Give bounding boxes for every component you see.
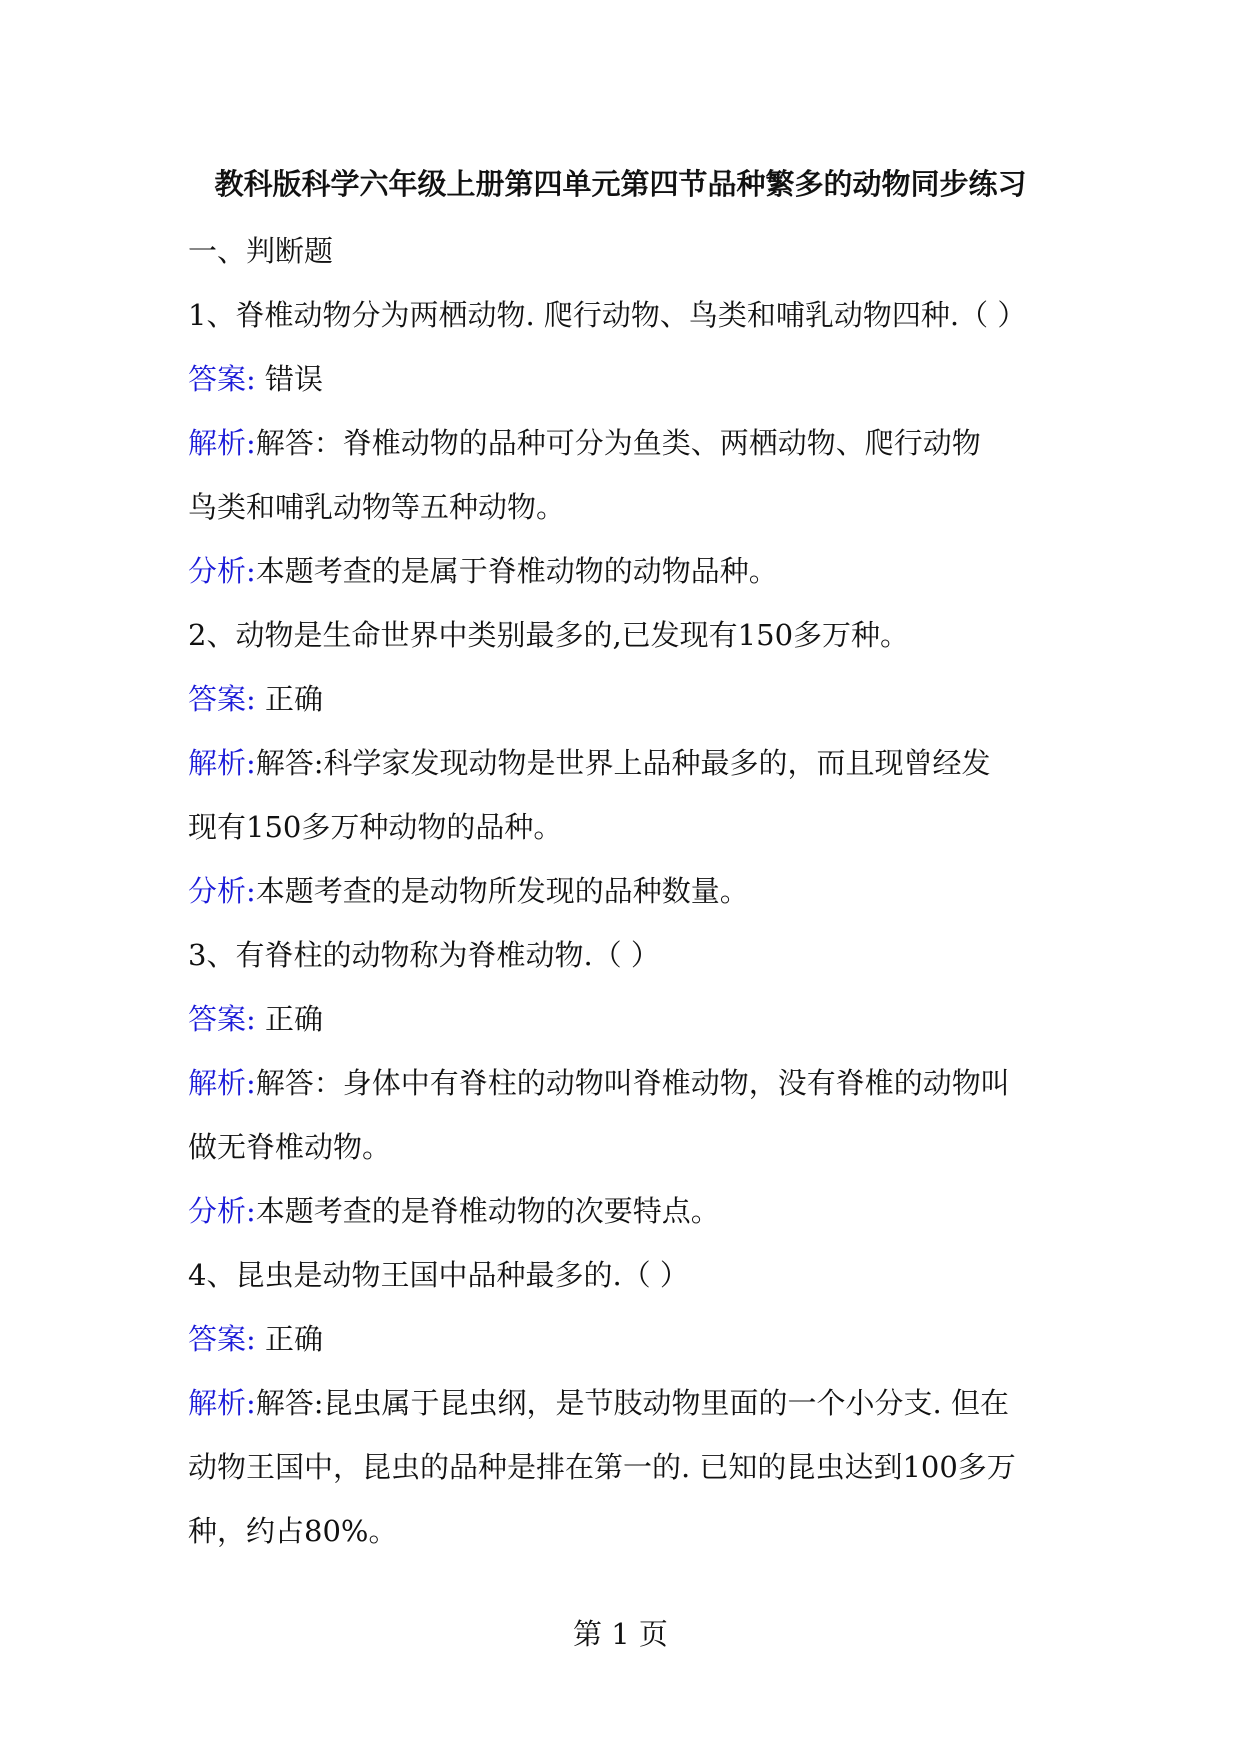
explanation-1-line-1 [188,424,981,462]
answer-1 [188,360,323,398]
question-4: 4、昆虫是动物王国中品种最多的.（ ） [188,1258,689,1292]
section-heading: 一、判断题 [188,234,334,268]
explanation-text: 解答：身体中有脊柱的动物叫脊椎动物，没有脊椎的动物叫 [255,1066,1010,1100]
analysis-text: 本题考查的是动物所发现的品种数量。 [255,874,749,908]
answer-text: 正确 [265,682,324,716]
analysis-text: 本题考查的是脊椎动物的次要特点。 [255,1194,720,1228]
explanation-2-line-2: 现有150多万种动物的品种。 [188,810,563,844]
answer-text: 正确 [265,1002,324,1036]
explanation-label: 解析: [188,746,256,780]
answer-label: 答案: [188,682,256,716]
answer-3 [188,1000,323,1038]
analysis-label: 分析: [188,554,256,588]
question-2: 2、动物是生命世界中类别最多的,已发现有150多万种。 [188,618,910,652]
explanation-text: 解答：脊椎动物的品种可分为鱼类、两栖动物、爬行动物 [255,426,981,460]
explanation-label: 解析: [188,426,256,460]
explanation-text: 解答:科学家发现动物是世界上品种最多的，而且现曾经发 [255,746,991,780]
question-1: 1、脊椎动物分为两栖动物. 爬行动物、鸟类和哺乳动物四种.（ ） [188,298,1027,332]
explanation-1-line-2: 鸟类和哺乳动物等五种动物。 [188,490,566,524]
analysis-label: 分析: [188,1194,256,1228]
explanation-3-line-2: 做无脊椎动物。 [188,1130,392,1164]
explanation-2-line-1 [188,744,991,782]
page-number: 第 1 页 [573,1617,668,1651]
explanation-label: 解析: [188,1386,256,1420]
answer-text: 正确 [265,1322,324,1356]
analysis-1 [188,552,778,590]
analysis-2 [188,872,749,910]
analysis-3 [188,1192,720,1230]
question-3: 3、有脊柱的动物称为脊椎动物.（ ） [188,938,660,972]
explanation-3-line-1 [188,1064,1010,1102]
answer-text: 错误 [265,362,324,396]
explanation-text: 解答:昆虫属于昆虫纲，是节肢动物里面的一个小分支. 但在 [255,1386,1009,1420]
answer-label: 答案: [188,1002,256,1036]
answer-label: 答案: [188,1322,256,1356]
explanation-label: 解析: [188,1066,256,1100]
analysis-label: 分析: [188,874,256,908]
analysis-text: 本题考查的是属于脊椎动物的动物品种。 [255,554,778,588]
explanation-4-line-2: 动物王国中，昆虫的品种是排在第一的. 已知的昆虫达到100多万 [188,1450,1016,1484]
answer-label: 答案: [188,362,256,396]
explanation-4-line-1 [188,1384,1009,1422]
explanation-4-line-3: 种，约占80%。 [188,1514,398,1548]
answer-2 [188,680,323,718]
document-title: 教科版科学六年级上册第四单元第四节品种繁多的动物同步练习 [214,167,1027,201]
answer-4 [188,1320,323,1358]
